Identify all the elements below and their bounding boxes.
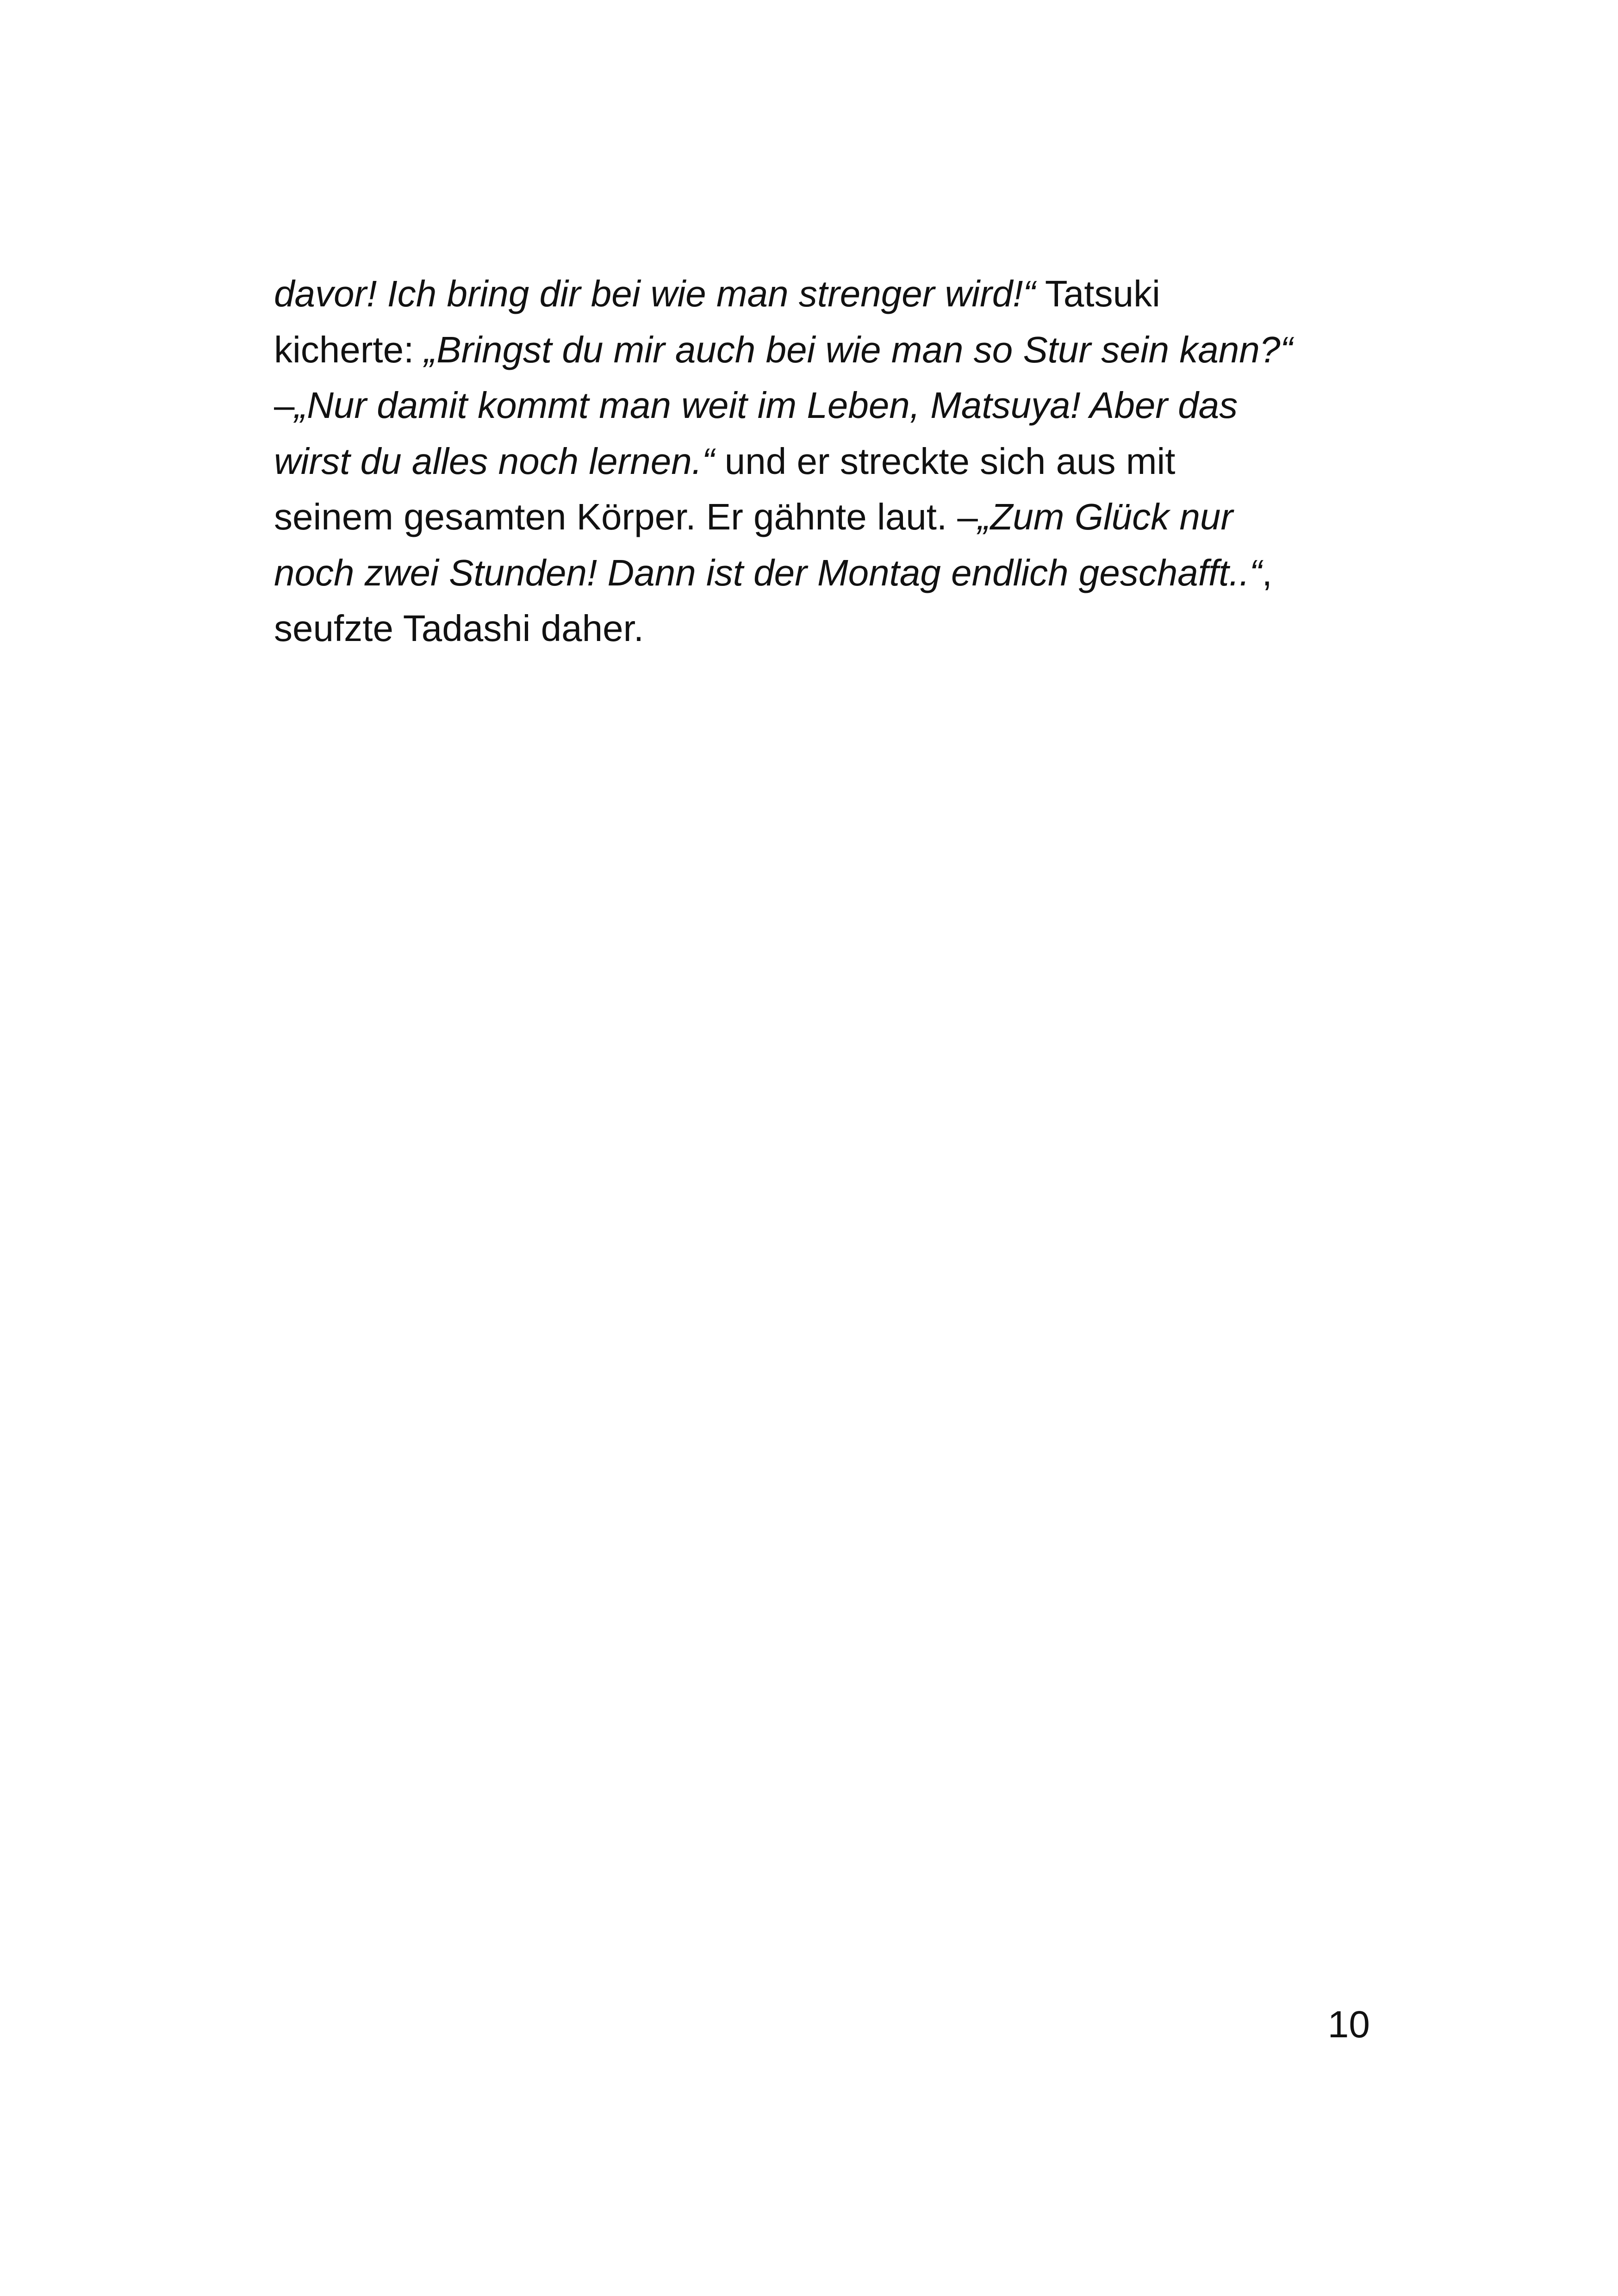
text-line — [274, 378, 1366, 434]
text-run: wirst du alles noch lernen.“ — [274, 440, 715, 482]
text-run: kicherte: — [274, 329, 424, 370]
text-run: Tatsuki — [1035, 273, 1160, 314]
text-run: seufzte Tadashi daher. — [274, 608, 644, 649]
text-run: – — [274, 385, 295, 426]
text-run: und er streckte sich aus mit — [714, 440, 1176, 482]
text-run: „Zum Glück nur — [977, 496, 1233, 537]
text-run: , — [1262, 552, 1272, 593]
text-line — [274, 266, 1366, 322]
text-line — [274, 489, 1366, 545]
text-run: seinem gesamten Körper. Er gähnte laut. – — [274, 496, 978, 537]
page-number: 10 — [1327, 2004, 1370, 2046]
text-line — [274, 545, 1366, 601]
text-run: „Bringst du mir auch bei wie man so Stur sein kann?“ — [424, 329, 1293, 370]
text-line — [274, 434, 1366, 490]
text-run: „Nur damit kommt man weit im Leben, Matsuya! Aber das — [294, 385, 1238, 426]
text-line — [274, 601, 1366, 657]
text-line — [274, 322, 1366, 378]
body-text — [274, 266, 1366, 657]
text-run: noch zwei Stunden! Dann ist der Montag endlich geschafft..“ — [274, 552, 1262, 593]
text-run: davor! Ich bring dir bei wie man strenger wird!“ — [274, 273, 1036, 314]
